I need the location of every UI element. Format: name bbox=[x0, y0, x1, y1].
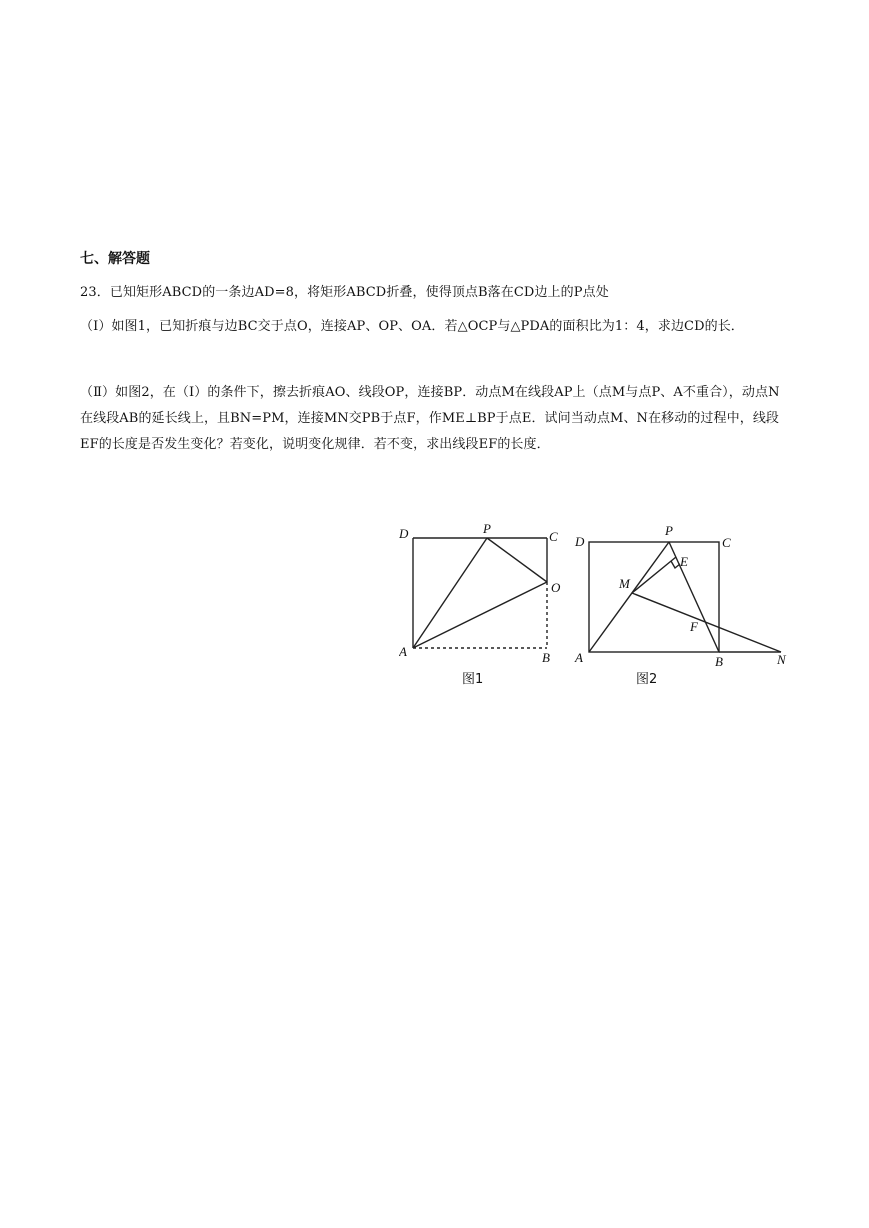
question-part-1: （Ⅰ）如图1，已知折痕与边BC交于点O，连接AP、OP、OA．若△OCP与△PDA的面积比为1：4，求边CD的长． bbox=[80, 319, 744, 334]
fig1-label-p: P bbox=[483, 521, 491, 536]
fig2-label-p: P bbox=[665, 523, 673, 538]
fig1-label-d: D bbox=[399, 526, 409, 541]
fig2-label-b: B bbox=[715, 654, 723, 669]
fig1-label-b: B bbox=[542, 650, 550, 665]
fig1-segment-ap bbox=[413, 538, 487, 648]
fig1-caption: 图1 bbox=[462, 672, 484, 687]
fig2-rectangle bbox=[589, 542, 719, 652]
section-title: 七、解答题 bbox=[80, 251, 150, 267]
fig2-label-f: F bbox=[690, 619, 698, 634]
fig2-segment-mn bbox=[632, 593, 781, 652]
fig1-segment-ao bbox=[413, 582, 547, 648]
fig1-label-a: A bbox=[399, 644, 407, 659]
fig1-segment-po bbox=[487, 538, 547, 582]
fig2-segment-pb bbox=[669, 542, 719, 652]
figure-1 bbox=[413, 538, 547, 648]
question-stem: 23．已知矩形ABCD的一条边AD=8，将矩形ABCD折叠，使得顶点B落在CD边上的P点处 bbox=[80, 285, 609, 300]
fig2-label-a: A bbox=[575, 650, 583, 665]
fig1-label-c: C bbox=[549, 529, 558, 544]
figures bbox=[399, 520, 789, 688]
fig2-label-m: M bbox=[619, 576, 630, 591]
fig1-label-o: O bbox=[551, 580, 561, 595]
fig2-segment-ap bbox=[589, 542, 669, 652]
fig2-label-d: D bbox=[575, 534, 585, 549]
fig2-label-e: E bbox=[680, 554, 688, 569]
fig2-label-n: N bbox=[777, 652, 786, 667]
figures-svg bbox=[399, 520, 789, 688]
fig2-label-c: C bbox=[722, 535, 731, 550]
question-part-2: （Ⅱ）如图2，在（Ⅰ）的条件下，擦去折痕AO、线段OP，连接BP．动点M在线段AP上（点M与点P、A不重合），动点N在线段AB的延长线上，且BN=PM，连接MN交PB于点F，作ME⊥BP于点E．试问当动点M、N在移动的过程中，线段EF的长度是否发生变化？若变化，说明变化规律．若不变，求出线段EF的长度． bbox=[80, 385, 780, 452]
fig2-caption: 图2 bbox=[636, 672, 658, 687]
